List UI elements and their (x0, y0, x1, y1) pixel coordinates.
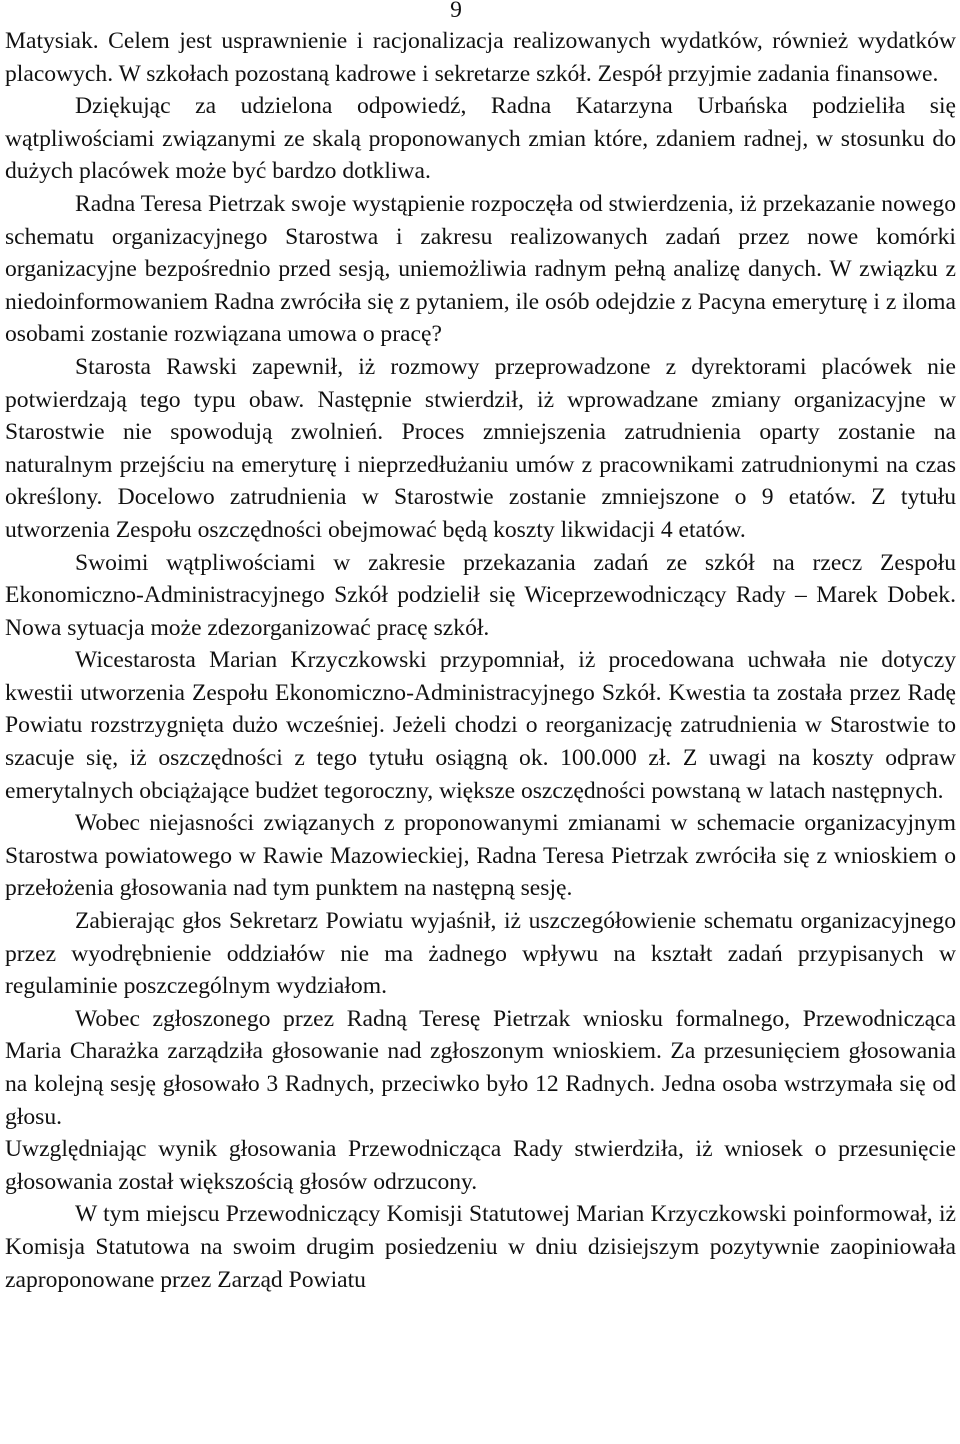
paragraph: Radna Teresa Pietrzak swoje wystąpienie rozpoczęła od stwierdzenia, iż przekazanie nowego schematu organizacyjnego Starostwa i zakresu realizowanych zadań przez nowe komórki organizacyjne bezpośrednio przed sesją, uniemożliwia radnym pełną analizę danych. W związku z niedoinformowaniem Radna zwróciła się z pytaniem, ile osób odejdzie z Pacyna emeryturę i z iloma osobami zostanie rozwiązana umowa o pracę? (5, 190, 956, 348)
paragraph: Matysiak. Celem jest usprawnienie i racjonalizacja realizowanych wydatków, również wydatków placowych. W szkołach pozostaną kadrowe i sekretarze szkół. Zespół przyjmie zadania finansowe. (5, 28, 956, 87)
paragraph: Wicestarosta Marian Krzyczkowski przypomniał, iż procedowana uchwała nie dotyczy kwestii utworzenia Zespołu Ekonomiczno-Administracyjnego Szkół. Kwestia ta została przez Radę Powiatu rozstrzygnięta dużo wcześniej. Jeżeli chodzi o reorganizację zatrudnienia w Starostwie to szacuje się, iż oszczędności z tego tytułu osiągną ok. 100.000 zł. Z uwagi na koszty odpraw emerytalnych obciążające budżet tegoroczny, większe oszczędności powstaną w latach następnych. (5, 647, 956, 804)
paragraph: W tym miejscu Przewodniczący Komisji Statutowej Marian Krzyczkowski poinformował, iż Komisja Statutowa na swoim drugim posiedzeniu w dniu dzisiejszym pozytywnie zaopiniowała zaproponowane przez Zarząd Powiatu (5, 1201, 956, 1293)
paragraph: Wobec niejasności związanych z proponowanymi zmianami w schemacie organizacyjnym Starostwa powiatowego w Rawie Mazowieckiej, Radna Teresa Pietrzak zwróciła się z wnioskiem o przełożenia głosowania nad tym punktem na następną sesję. (5, 810, 956, 902)
paragraph: Swoimi wątpliwościami w zakresie przekazania zadań ze szkół na rzecz Zespołu Ekonomiczno-Administracyjnego Szkół podzielił się Wiceprzewodniczący Rady – Marek Dobek. Nowa sytuacja może zdezorganizować pracę szkół. (5, 549, 956, 641)
paragraph: Uwzględniając wynik głosowania Przewodnicząca Rady stwierdziła, iż wniosek o przesunięcie głosowania został większością głosów odrzucony. (5, 1136, 956, 1195)
paragraph: Dziękując za udzielona odpowiedź, Radna Katarzyna Urbańska podzieliła się wątpliwościami związanymi ze skalą proponowanych zmian które, zdaniem radnej, w stosunku do dużych placówek może być bardzo dotkliwa. (5, 93, 956, 185)
paragraph: Zabierając głos Sekretarz Powiatu wyjaśnił, iż uszczegółowienie schematu organizacyjnego przez wyodrębnienie oddziałów nie ma żadnego wpływu na kształt zadań przypisanych w regulaminie poszczególnym wydziałom. (5, 908, 956, 1000)
document-body (5, 25, 956, 1296)
paragraph: Starosta Rawski zapewnił, iż rozmowy przeprowadzone z dyrektorami placówek nie potwierdzają tego typu obaw. Następnie stwierdził, iż wprowadzane zmiany organizacyjne w Starostwie nie spowodują zwolnień. Proces zmniejszenia zatrudnienia oparty zostanie na naturalnym przejściu na emeryturę i nieprzedłużaniu umów z pracownikami zatrudnionymi na czas określony. Docelowo zatrudnienia w Starostwie zostanie zmniejszone o 9 etatów. Z tytułu utworzenia Zespołu oszczędności obejmować będą koszty likwidacji 4 etatów. (5, 353, 956, 543)
page-number: 9 (450, 0, 462, 23)
paragraph: Wobec zgłoszonego przez Radną Teresę Pietrzak wniosku formalnego, Przewodnicząca Maria Charażka zarządziła głosowanie nad zgłoszonym wnioskiem. Za przesunięciem głosowania na kolejną sesję głosowało 3 Radnych, przeciwko było 12 Radnych. Jedna osoba wstrzymała się od głosu. (5, 1005, 956, 1130)
